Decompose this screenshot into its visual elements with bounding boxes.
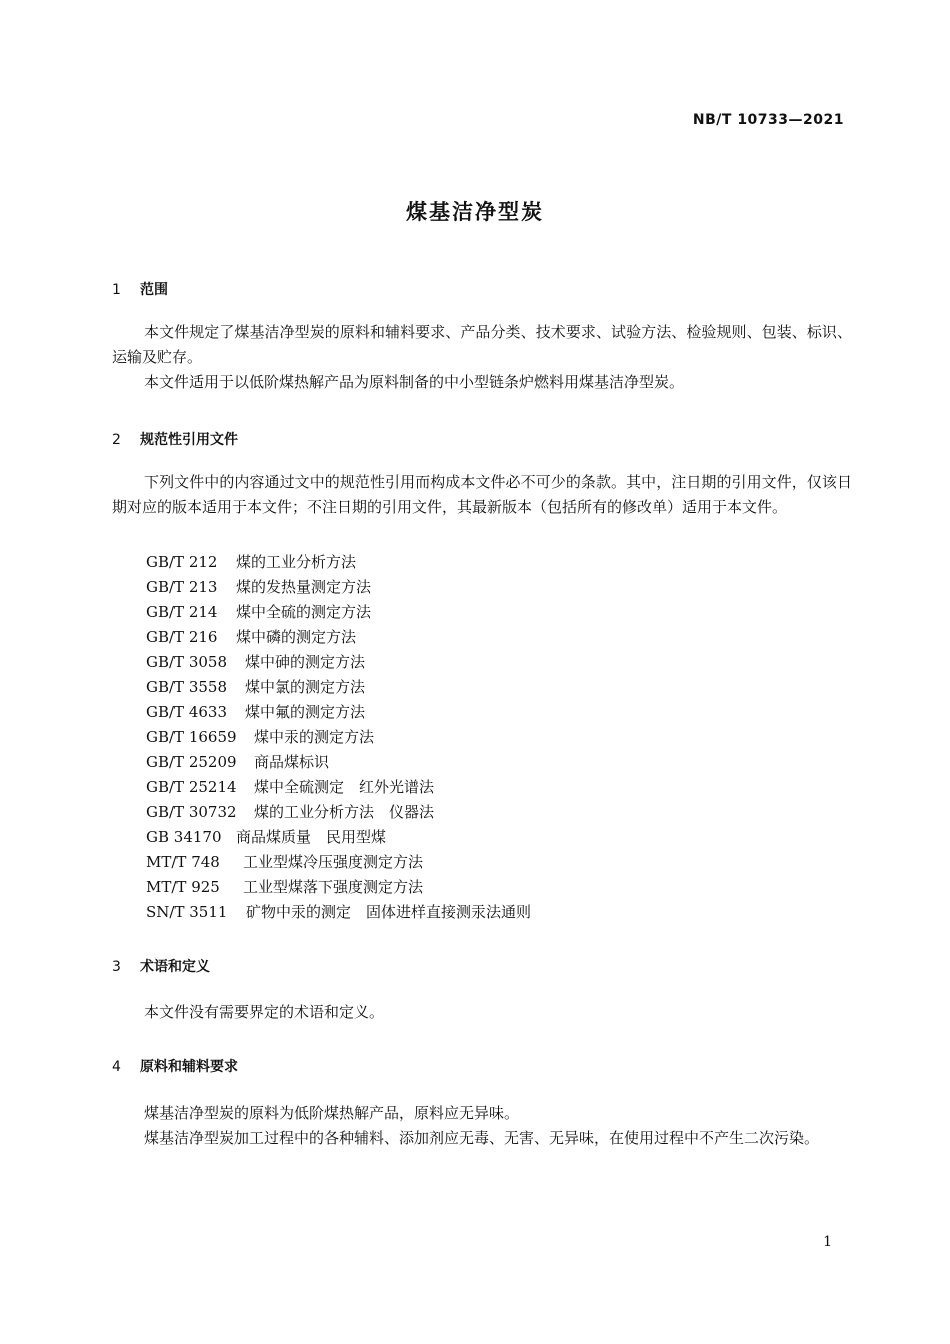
reference-code: MT/T 925 xyxy=(146,878,220,896)
reference-code: GB/T 25209 xyxy=(146,753,237,771)
standard-code: NB/T 10733—2021 xyxy=(692,112,844,128)
reference-code: GB/T 30732 xyxy=(146,803,237,821)
reference-item xyxy=(146,875,423,900)
reference-code: MT/T 748 xyxy=(146,853,220,871)
page-number: 1 xyxy=(823,1234,832,1250)
reference-item xyxy=(146,625,356,650)
section-title: 原料和辅料要求 xyxy=(140,1059,238,1075)
section-number: 1 xyxy=(112,282,121,298)
reference-name: 煤的工业分析方法 仪器法 xyxy=(254,803,435,821)
document-title: 煤基洁净型炭 xyxy=(406,200,544,224)
reference-item xyxy=(146,725,374,750)
reference-name: 矿物中汞的测定 固体进样直接测汞法通则 xyxy=(246,903,532,921)
reference-code: GB/T 213 xyxy=(146,578,218,596)
reference-code: GB/T 25214 xyxy=(146,778,237,796)
paragraph: 下列文件中的内容通过文中的规范性引用而构成本文件必不可少的条款。其中，注日期的引用文件，仅该日期对应的版本适用于本文件；不注日期的引用文件，其最新版本（包括所有的修改单）适用于本文件。 xyxy=(112,473,852,516)
reference-item xyxy=(146,750,329,775)
section-title: 范围 xyxy=(140,282,168,298)
reference-code: GB/T 214 xyxy=(146,603,218,621)
reference-item xyxy=(146,900,531,925)
section-number: 2 xyxy=(112,432,121,448)
reference-item xyxy=(146,700,365,725)
section-number: 4 xyxy=(112,1059,121,1075)
reference-code: GB/T 216 xyxy=(146,628,218,646)
reference-code: GB/T 3558 xyxy=(146,678,228,696)
paragraph: 煤基洁净型炭的原料为低阶煤热解产品，原料应无异味。 xyxy=(144,1104,520,1122)
paragraph: 本文件没有需要界定的术语和定义。 xyxy=(144,1003,385,1021)
reference-item xyxy=(146,675,365,700)
reference-name: 煤的发热量测定方法 xyxy=(236,578,372,596)
reference-name: 煤中全硫测定 红外光谱法 xyxy=(254,778,435,796)
reference-item xyxy=(146,550,356,575)
reference-name: 煤中磷的测定方法 xyxy=(236,628,357,646)
reference-item xyxy=(146,850,423,875)
reference-item xyxy=(146,650,365,675)
reference-item xyxy=(146,825,386,850)
reference-name: 煤中氯的测定方法 xyxy=(245,678,366,696)
section-heading-1 xyxy=(112,279,168,299)
section-number: 3 xyxy=(112,959,121,975)
reference-name: 煤中砷的测定方法 xyxy=(245,653,366,671)
reference-item xyxy=(146,600,371,625)
reference-item xyxy=(146,775,434,800)
paragraph: 煤基洁净型炭加工过程中的各种辅料、添加剂应无毒、无害、无异味，在使用过程中不产生二次污染。 xyxy=(144,1129,820,1147)
reference-name: 工业型煤冷压强度测定方法 xyxy=(243,853,424,871)
reference-code: GB/T 16659 xyxy=(146,728,237,746)
reference-name: 商品煤标识 xyxy=(254,753,330,771)
paragraph: 本文件规定了煤基洁净型炭的原料和辅料要求、产品分类、技术要求、试验方法、检验规则、包装、标识、运输及贮存。 xyxy=(112,323,852,366)
reference-name: 煤中汞的测定方法 xyxy=(254,728,375,746)
reference-item xyxy=(146,800,434,825)
reference-code: GB/T 212 xyxy=(146,553,218,571)
reference-item xyxy=(146,575,371,600)
reference-name: 煤中全硫的测定方法 xyxy=(236,603,372,621)
reference-name: 工业型煤落下强度测定方法 xyxy=(243,878,424,896)
section-title: 规范性引用文件 xyxy=(140,432,238,448)
section-heading-4 xyxy=(112,1056,238,1076)
reference-code: SN/T 3511 xyxy=(146,903,228,921)
section-title: 术语和定义 xyxy=(140,959,210,975)
section-heading-3 xyxy=(112,956,210,976)
paragraph: 本文件适用于以低阶煤热解产品为原料制备的中小型链条炉燃料用煤基洁净型炭。 xyxy=(144,373,685,391)
section-heading-2 xyxy=(112,429,238,449)
reference-code: GB 34170 xyxy=(146,828,222,846)
reference-code: GB/T 4633 xyxy=(146,703,228,721)
reference-name: 煤的工业分析方法 xyxy=(236,553,357,571)
reference-name: 商品煤质量 民用型煤 xyxy=(236,828,387,846)
reference-code: GB/T 3058 xyxy=(146,653,228,671)
reference-name: 煤中氟的测定方法 xyxy=(245,703,366,721)
